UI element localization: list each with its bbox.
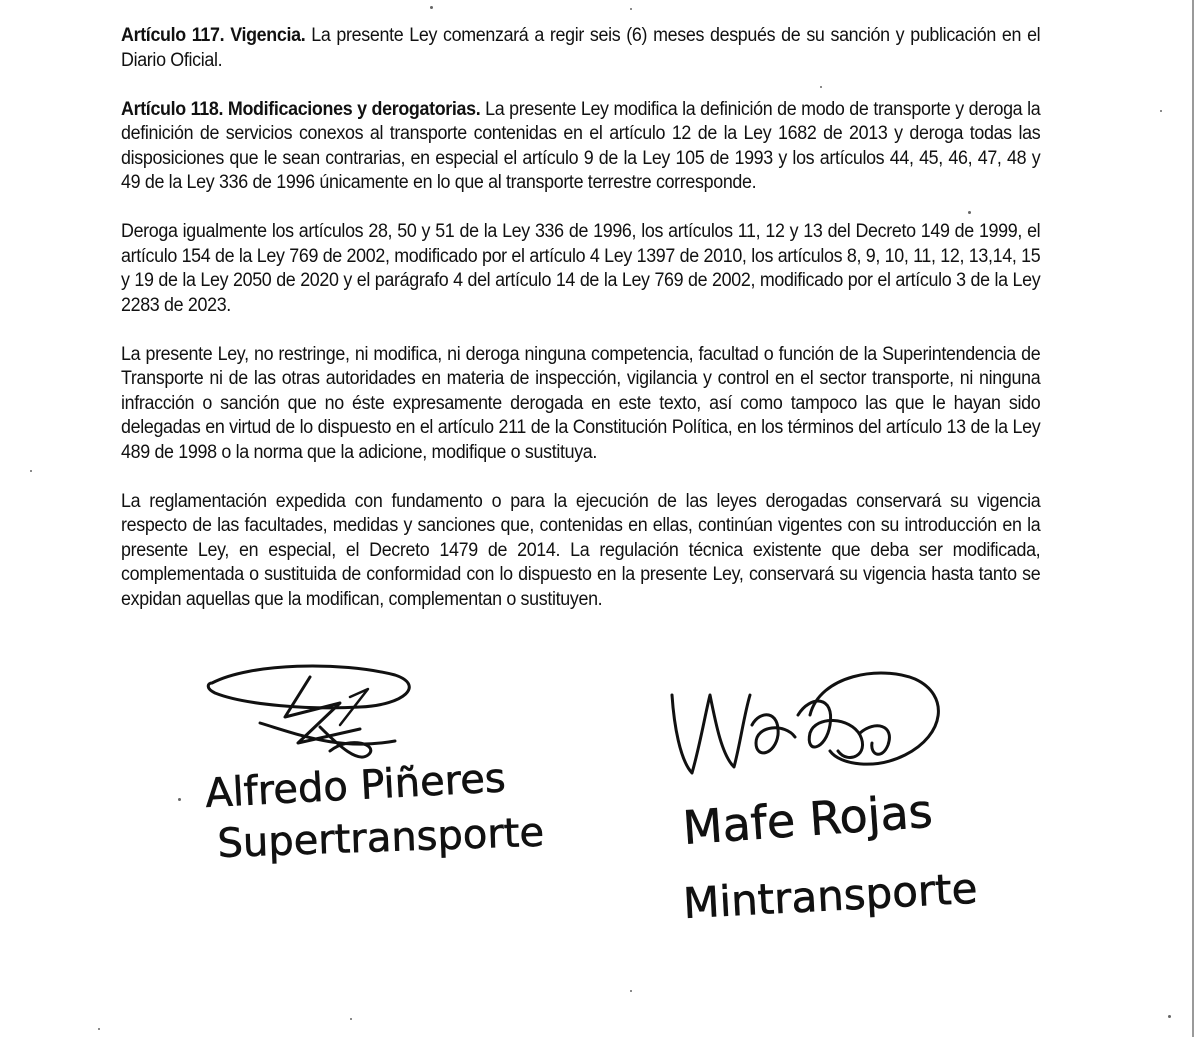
scan-speck (178, 798, 181, 801)
signatory-2-name: Mafe Rojas (681, 783, 935, 855)
scan-speck (30, 470, 32, 472)
scan-speck (98, 1028, 100, 1030)
scan-speck (968, 211, 971, 214)
signature-alfredo-pineres (190, 655, 430, 775)
paragraph-regulation: La reglamentación expedida con fundamento o para la ejecución de las leyes derogadas conservará su vigencia respecto de las facultades, medidas y sanciones que, contenidas en ellas, continúan vigentes con su introducción en la presente Ley, en especial, el Decreto 1479 de 2014. La regulación técnica existente que deba ser modificada, complementada o sustituida de conformidad con lo dispuesto en la presente Ley, conservará su vigencia hasta tanto se expidan aquellas que la modifican, complementan o sustituyen. (121, 490, 1041, 610)
signatory-2-block (680, 783, 1000, 940)
document-body (121, 24, 1040, 612)
scan-speck (1160, 110, 1162, 112)
paragraph-derogations: Deroga igualmente los artículos 28, 50 y 51 de la Ley 336 de 1996, los artículos 11, 12 y 13 del Decreto 149 de 1999, el artículo 154 de la Ley 769 de 2002, modificado por el artículo 4 Ley 1397 de 2010, los artículos 8, 9, 10, 11, 12, 13,14, 15 y 19 de la Ley 2050 de 2020 y el parágrafo 4 del artículo 14 de la Ley 769 de 2002, modificado por el artículo 3 de la Ley 2283 de 2023. (121, 221, 1041, 316)
paragraph-competencies: La presente Ley, no restringe, ni modifica, ni deroga ninguna competencia, facultad o función de la Superintendencia de Transporte ni de las otras autoridades en materia de inspección, vigilancia y control en el sector transporte, ni ninguna infracción o sanción que no éste expresamente derogada en este texto, así como tampoco las que le hayan sido delegadas en virtud de lo dispuesto en el artículo 211 de la Constitución Política, en los términos del artículo 13 de la Ley 489 de 1998 o la norma que la adicione, modifique o sustituya. (121, 343, 1041, 463)
signature-mafe-rojas (660, 655, 970, 795)
scan-speck (1168, 1015, 1171, 1018)
article-117 (121, 24, 1040, 73)
scan-speck (630, 8, 632, 10)
signatory-1-block (200, 755, 580, 875)
signatory-1-name: Alfredo Piñeres (204, 755, 507, 817)
signatory-2-entity: Mintransporte (681, 863, 979, 928)
scan-speck (630, 990, 632, 992)
scan-speck (820, 86, 822, 88)
article-118-heading: Artículo 118. Modificaciones y derogatorias. (121, 98, 481, 120)
signatory-1-entity: Supertransporte (216, 809, 545, 867)
article-117-text: La presente Ley comenzará a regir seis (6) meses después de su sanción y publicación en el Diario Oficial. (121, 25, 1041, 71)
scan-speck (350, 1018, 352, 1020)
article-118 (121, 98, 1040, 196)
article-117-heading: Artículo 117. Vigencia. (121, 25, 306, 46)
page-edge (1192, 0, 1194, 1037)
article-118-text: La presente Ley modifica la definición de modo de transporte y deroga la definición de servicios conexos al transporte contenidas en el artículo 12 de la Ley 1682 de 2013 y deroga todas las disposiciones que le sean contrarias, en especial el artículo 9 de la Ley 105 de 1993 y los artículos 44, 45, 46, 47, 48 y 49 de la Ley 336 de 1996 únicamente en lo que al transporte terrestre corresponde. (121, 98, 1041, 193)
scan-speck (430, 6, 433, 9)
